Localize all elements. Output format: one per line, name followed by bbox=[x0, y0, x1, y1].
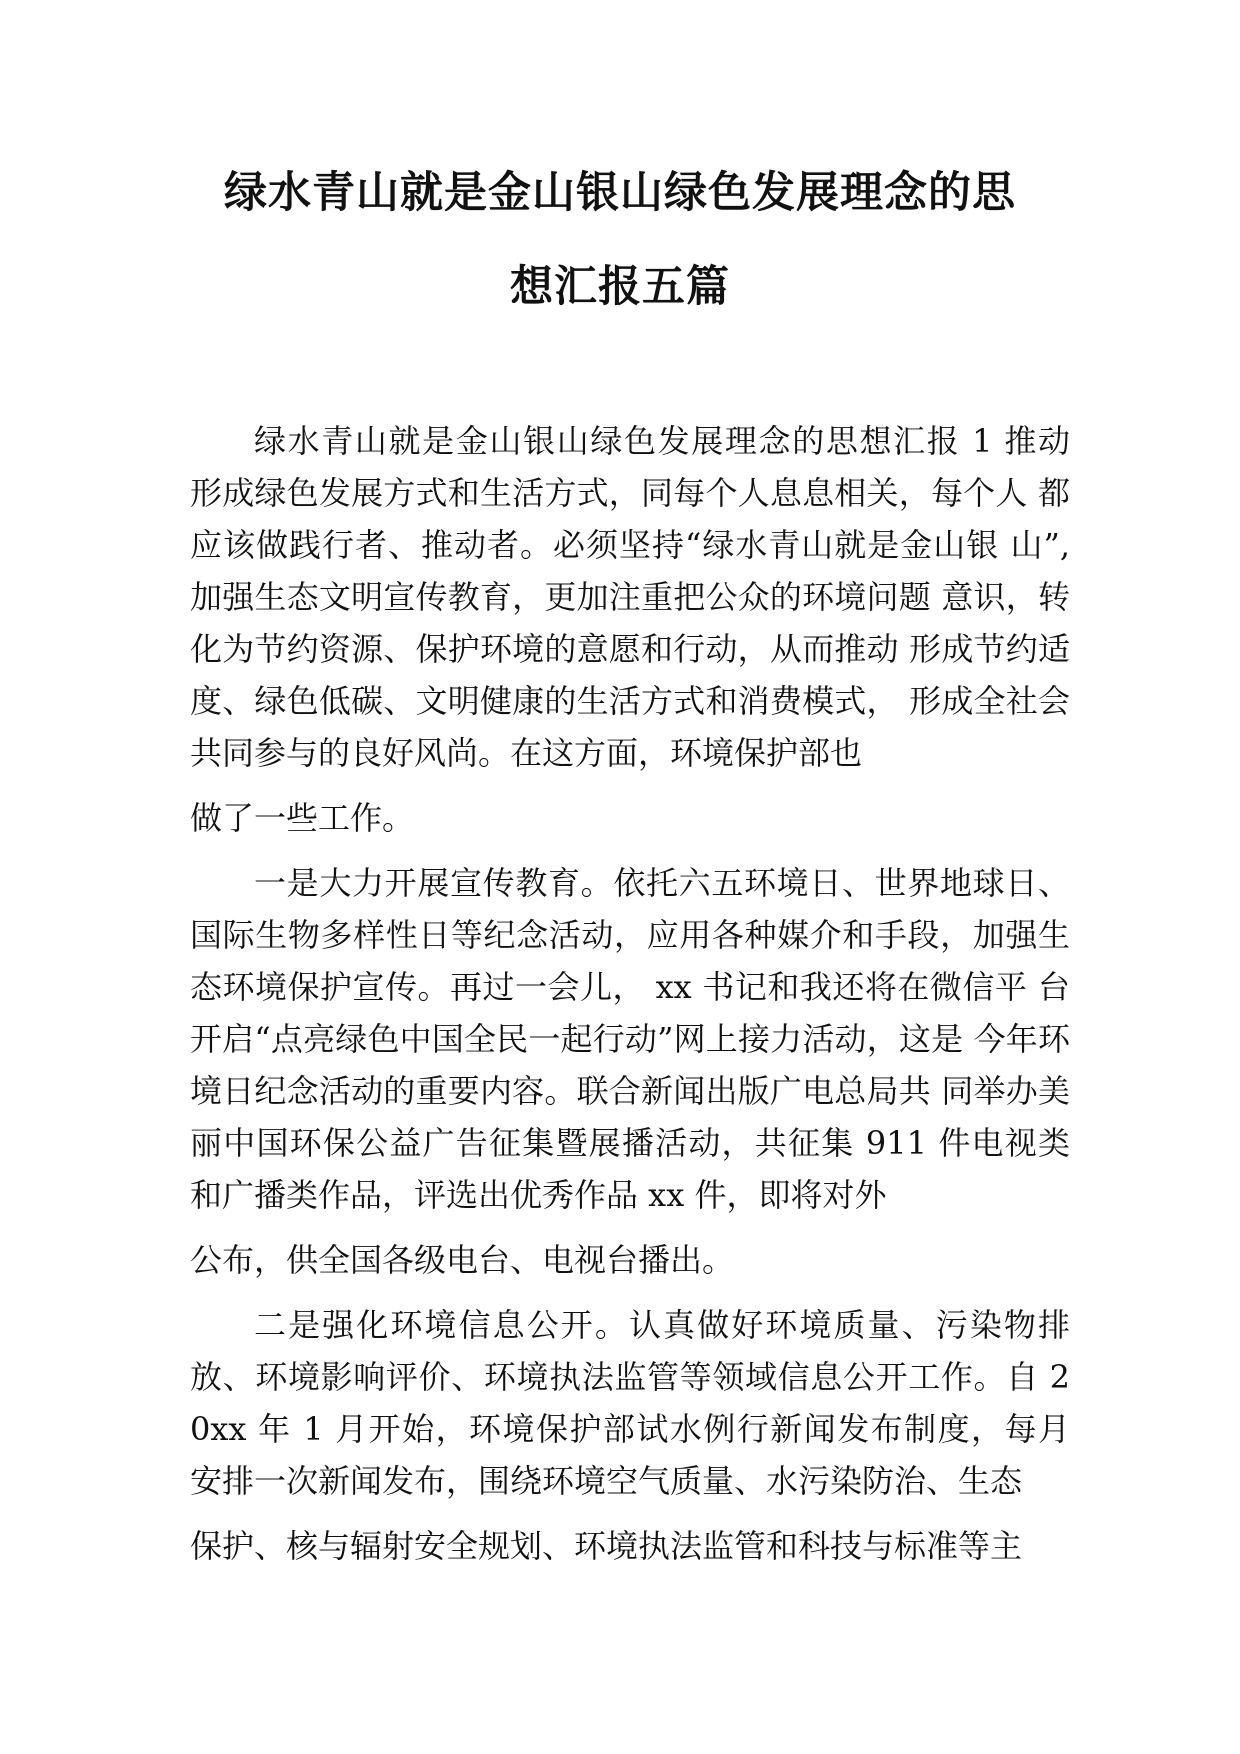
paragraph-3: 一是大力开展宣传教育。依托六五环境日、世界地球日、国际生物多样性日等纪念活动，应用各种媒介和手段，加强生态环境保护宣传。再过一会儿， xx 书记和我还将在微信平 台开启“点亮绿色中国全民一起行动”网上接力活动，这是 今年环境日纪念活动的重要内容。联合新闻出版广电总局共 同举办美丽中国环保公益广告征集暨展播活动，共征集 911 件电视类和广播类作品，评选出优秀作品 xx 件，即将对外 bbox=[190, 864, 1070, 1214]
document-body bbox=[190, 415, 1070, 1585]
document-title bbox=[120, 146, 1120, 334]
paragraph-2: 做了一些工作。 bbox=[190, 799, 415, 837]
paragraph-5: 二是强化环境信息公开。认真做好环境质量、污染物排放、环境影响评价、环境执法监管等领域信息公开工作。自 20xx 年 1 月开始，环境保护部试水例行新闻发布制度，每月 安排一次新闻发布，围绕环境空气质量、水污染防治、生态 bbox=[190, 1306, 1070, 1500]
title-line-2: 想汇报五篇 bbox=[510, 262, 730, 312]
title-line-1: 绿水青山就是金山银山绿色发展理念的思 bbox=[224, 168, 1016, 218]
paragraph-6: 保护、核与辐射安全规划、环境执法监管和科技与标准等主 bbox=[190, 1527, 1023, 1565]
paragraph-4: 公布，供全国各级电台、电视台播出。 bbox=[190, 1241, 735, 1279]
paragraph-1: 绿水青山就是金山银山绿色发展理念的思想汇报 1 推动 形成绿色发展方式和生活方式，同每个人息息相关，每个人 都应该做践行者、推动者。必须坚持“绿水青山就是金山银 山”,加强生态文明宣传教育，更加注重把公众的环境问题 意识，转化为节约资源、保护环境的意愿和行动，从而推动 形成节约适度、绿色低碳、文明健康的生活方式和消费模式， 形成全社会共同参与的良好风尚。在这方面，环境保护部也 bbox=[190, 422, 1070, 772]
